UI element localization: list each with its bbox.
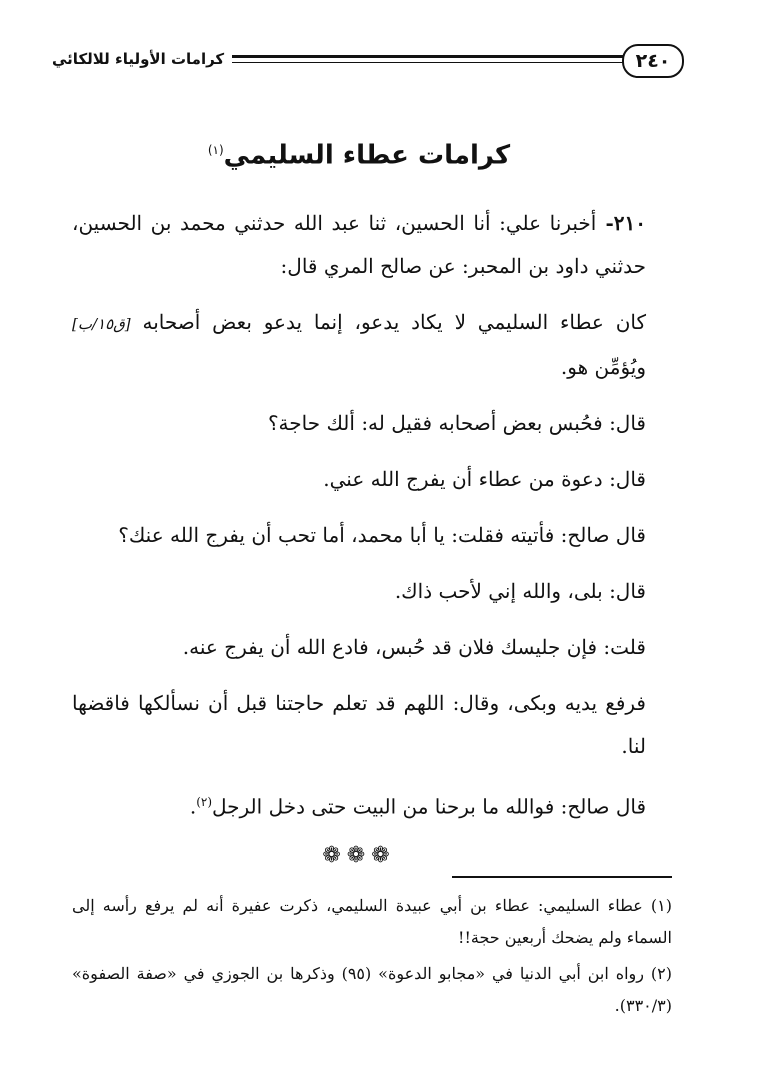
chapter-title <box>72 130 646 176</box>
footnote: (٢) رواه ابن أبي الدنيا في «مجابو الدعوة» (٩٥) وذكرها بن الجوزي في «صفة الصفوة» (٣٣٠/٣). <box>72 964 673 1015</box>
paragraph <box>72 626 646 669</box>
main-text <box>72 130 646 871</box>
paragraph <box>72 682 646 768</box>
paragraph <box>72 402 646 445</box>
paragraph-end: . <box>189 794 197 819</box>
page-header <box>52 44 684 78</box>
page-number: ٢٤٠ <box>622 44 684 78</box>
paragraph-text: قال صالح: فأتيته فقلت: يا أبا محمد، أما تحب أن يفرج الله عنك؟ <box>118 522 646 547</box>
paragraph <box>72 202 646 288</box>
paragraph-text: قال: دعوة من عطاء أن يفرج الله عني. <box>323 466 646 491</box>
section-ornament: ❁❁❁ <box>322 843 396 869</box>
paragraph-text-continued: ويُؤمِّن هو. <box>560 354 646 379</box>
footnotes <box>72 890 672 1026</box>
manuscript-folio-ref: [ق١٥/ب] <box>72 314 131 333</box>
footnote: (١) عطاء السليمي: عطاء بن أبي عبيدة السليمي، ذكرت عفيرة أنه لم يرفع رأسه إلى السماء ولم يضحك أربعين حجة!! <box>72 896 672 947</box>
paragraph <box>72 301 646 389</box>
paragraph-text: كان عطاء السليمي لا يكاد يدعو، إنما يدعو بعض أصحابه <box>142 309 647 334</box>
paragraph-text: قال صالح: فوالله ما برحنا من البيت حتى دخل الرجل <box>212 794 646 819</box>
paragraph <box>72 570 646 613</box>
footnote-separator <box>452 876 672 878</box>
paragraph <box>72 781 646 829</box>
footnote-ref: (٢) <box>196 794 213 809</box>
paragraph-text: قلت: فإن جليسك فلان قد حُبس، فادع الله أن يفرج عنه. <box>182 634 646 659</box>
paragraph-text: فرفع يديه وبكى، وقال: اللهم قد تعلم حاجتنا قبل أن نسألكها فاقضها لنا. <box>72 690 646 758</box>
chapter-title-text: كرامات عطاء السليمي <box>223 140 511 171</box>
paragraph <box>72 514 646 557</box>
footnote-ref: (١) <box>207 143 224 157</box>
paragraph-text: أخبرنا علي: أنا الحسين، ثنا عبد الله حدثني محمد بن الحسين، حدثني داود بن المحبر: عن صالح المري قال: <box>72 210 646 278</box>
paragraph-text: قال: فحُبس بعض أصحابه فقيل له: ألك حاجة؟ <box>267 410 646 435</box>
running-title: كرامات الأولياء للالكائي <box>52 44 232 74</box>
paragraph-text: قال: بلى، والله إني لأحب ذاك. <box>394 578 646 603</box>
hadith-number: ٢١٠- <box>596 210 647 235</box>
paragraph <box>72 458 646 501</box>
